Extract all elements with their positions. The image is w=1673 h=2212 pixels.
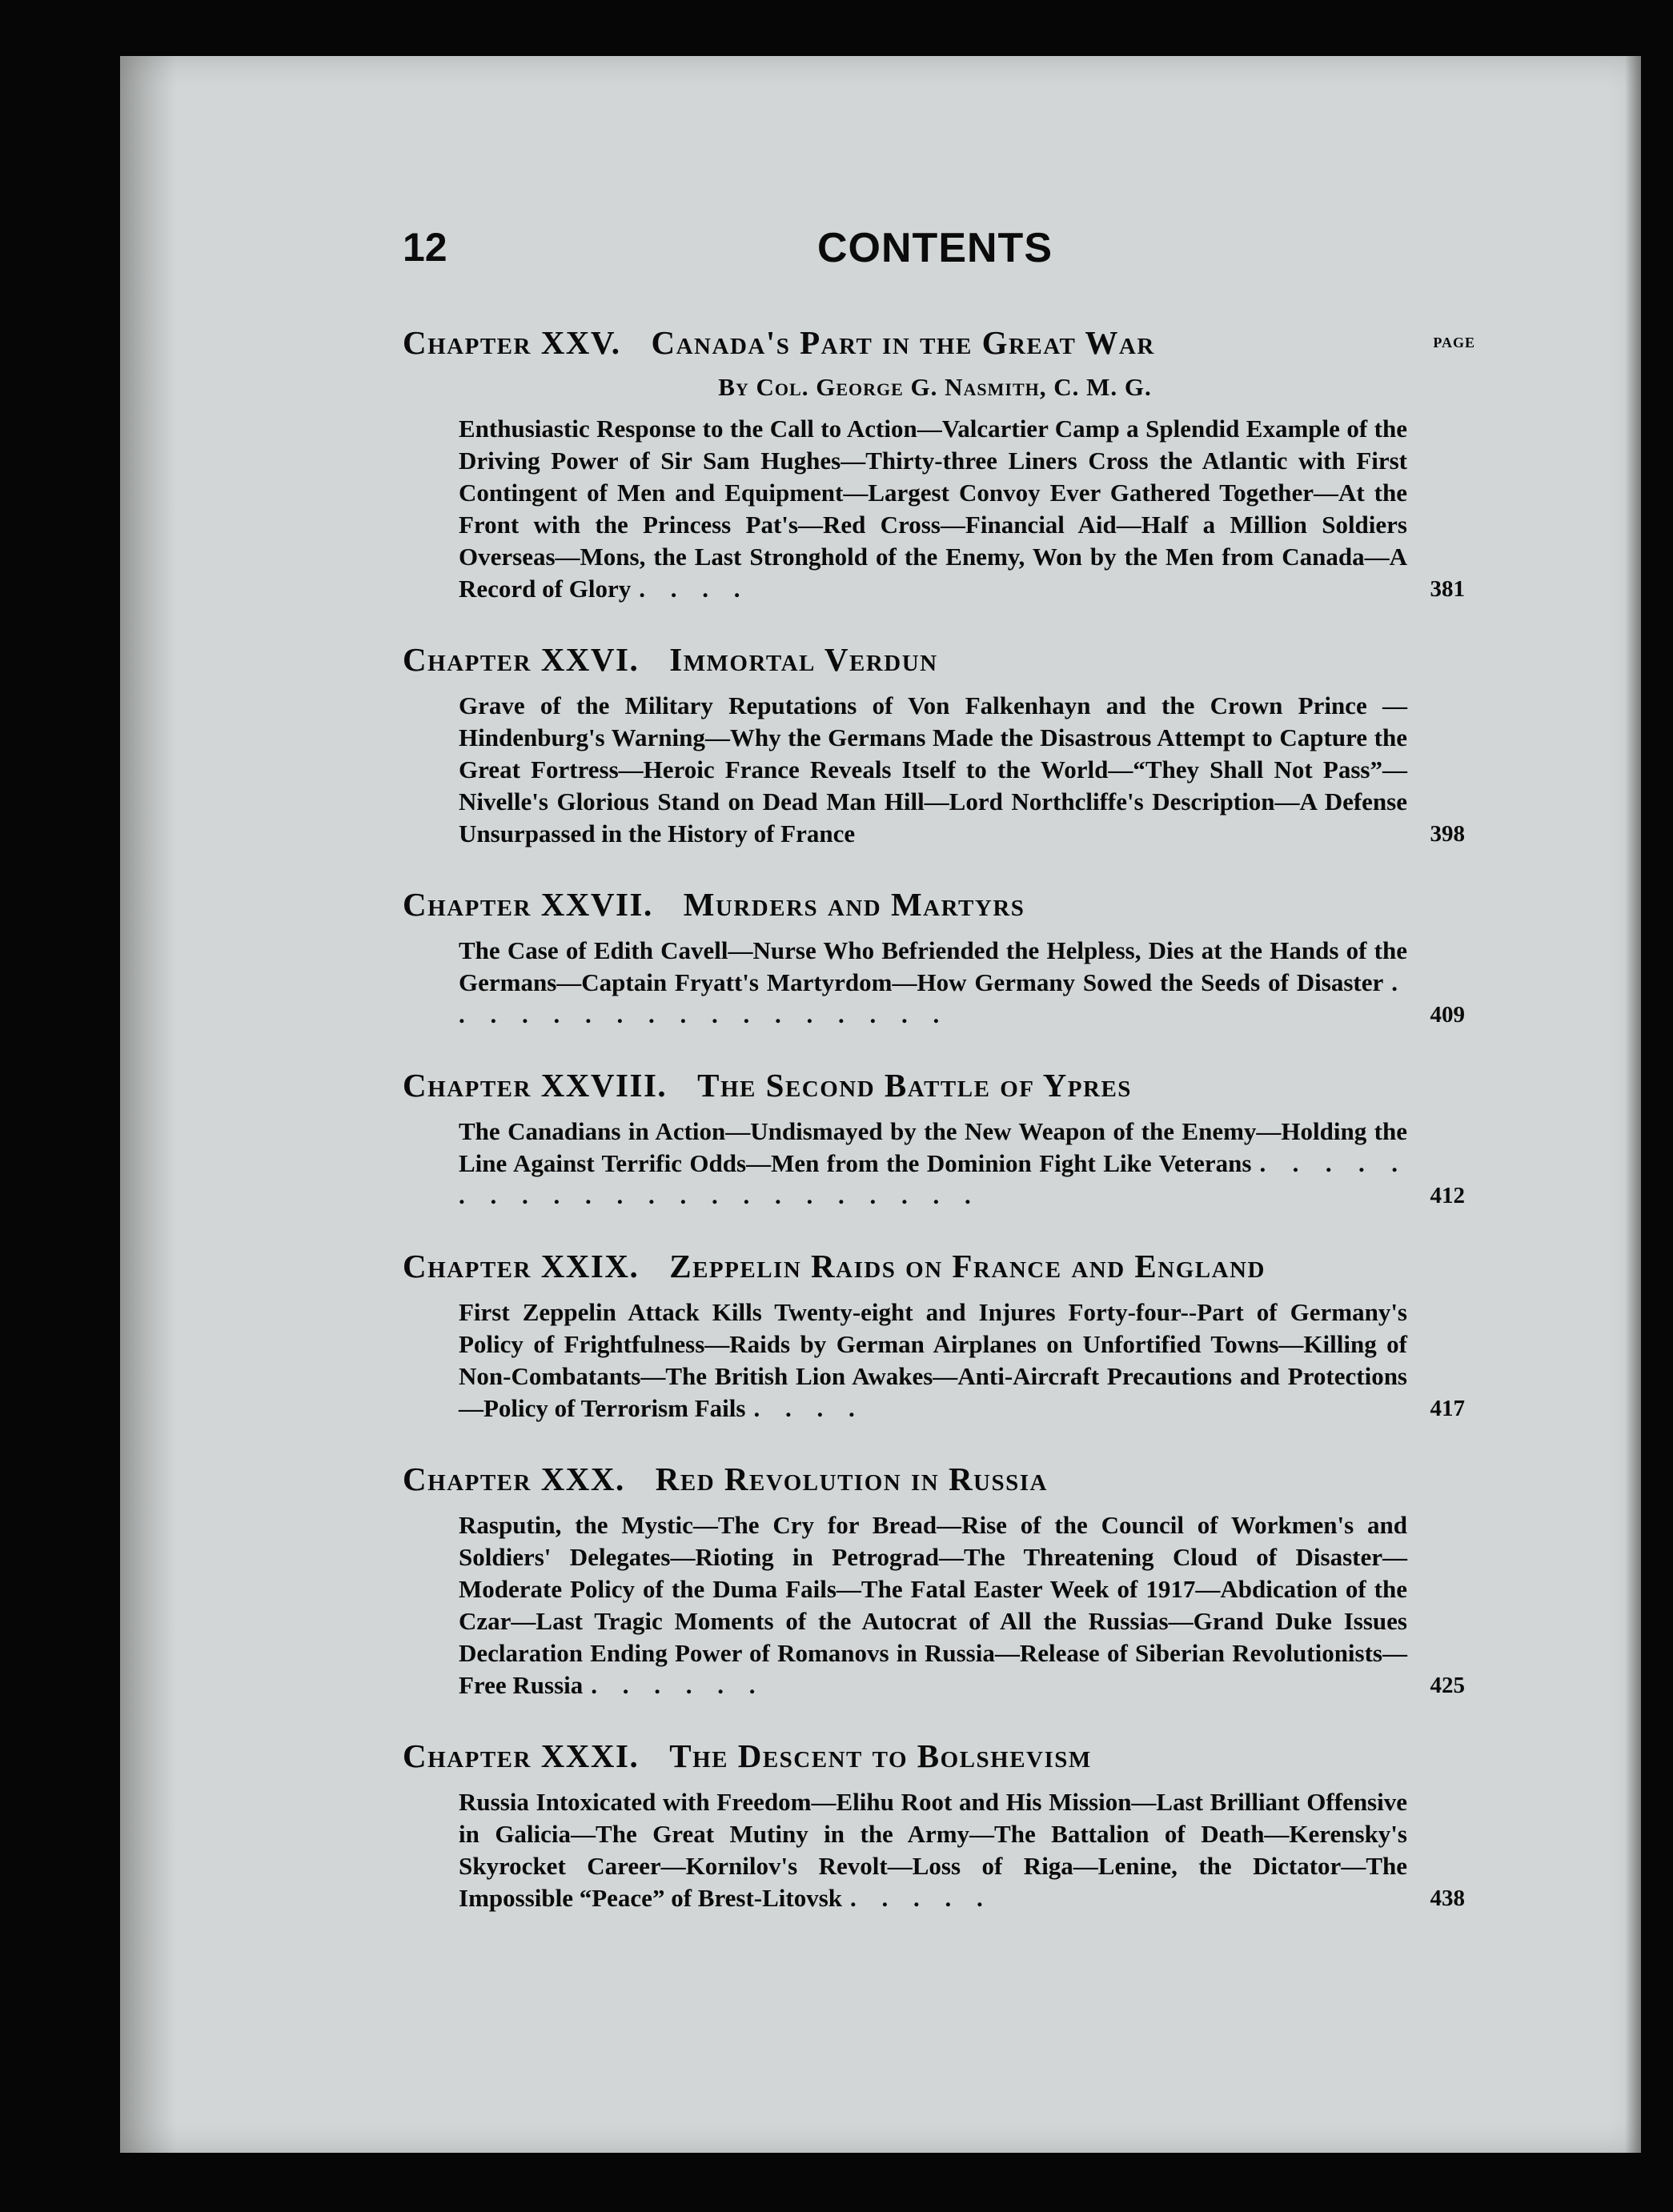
chapter-label: Chapter XXVII.	[403, 886, 653, 923]
dot-leader: . . . .	[753, 1394, 865, 1422]
chapter-page-number: 412	[1430, 1183, 1465, 1208]
chapter-label: Chapter XXXI.	[403, 1737, 640, 1774]
dot-leader: . . . . . . . . . . . . . . . . . . . . . .	[459, 1149, 1407, 1209]
dot-leader: . . . . . . . . . . . . . . . . .	[459, 968, 1407, 1028]
chapter-title: Canada's Part in the Great War	[651, 324, 1155, 361]
summary-text: Russia Intoxicated with Freedom—Elihu Root and His Mission—Last Brilliant Offensive in Galicia—The Great Mutiny in the Army—The Battalion of Death—Kerensky's Skyrocket Career—Kornilov's Revolt—Loss of Riga—Lenine, the Dictator—The Impossible “Peace” of Brest-Litovsk	[459, 1788, 1407, 1912]
chapter-byline: By Col. George G. Nasmith, C. M. G.	[718, 373, 1152, 401]
chapter-summary	[459, 1786, 1465, 1914]
page-gutter-shadow	[120, 56, 176, 2153]
chapter-entry-31	[403, 1737, 1467, 1914]
chapter-title: The Descent to Bolshevism	[669, 1737, 1092, 1774]
chapter-summary	[459, 1296, 1465, 1425]
chapter-heading	[403, 1460, 1467, 1498]
dot-leader: . . . .	[639, 575, 750, 603]
chapter-entry-28	[403, 1066, 1467, 1212]
chapter-summary	[459, 690, 1465, 850]
chapter-title: Zeppelin Raids on France and England	[669, 1248, 1266, 1284]
chapter-label: Chapter XXV.	[403, 324, 621, 361]
chapter-heading	[403, 1247, 1467, 1285]
chapter-label: Chapter XXIX.	[403, 1248, 640, 1284]
chapter-summary	[459, 1509, 1465, 1701]
summary-text: The Canadians in Action—Undismayed by the New Weapon of the Enemy—Holding the Line Against Terrific Odds—Men from the Dominion Fight Like Veterans	[459, 1117, 1407, 1177]
page-edge-shadow	[1625, 56, 1641, 2153]
chapter-title: Murders and Martyrs	[683, 886, 1025, 923]
chapter-heading	[403, 640, 1467, 679]
chapter-page-number: 417	[1430, 1396, 1465, 1421]
chapter-page-number: 438	[1430, 1885, 1465, 1911]
dot-leader: . . . . .	[850, 1884, 993, 1912]
chapter-page-number: 398	[1430, 821, 1465, 847]
chapter-heading	[403, 1737, 1467, 1775]
summary-text: First Zeppelin Attack Kills Twenty-eight and Injures Forty-four--Part of Germany's Policy of Frightfulness—Raids by German Airplanes on Unfortified Towns—Killing of Non-Combatants—The British Lion Awakes—Anti-Aircraft Precautions and Protections—Policy of Terrorism Fails	[459, 1298, 1407, 1422]
chapter-entry-27	[403, 885, 1467, 1031]
chapter-title: Immortal Verdun	[669, 641, 938, 678]
running-title: CONTENTS	[817, 225, 1053, 271]
chapter-entry-26	[403, 640, 1467, 850]
chapter-summary	[459, 935, 1465, 1031]
chapter-title: Red Revolution in Russia	[655, 1461, 1048, 1497]
chapter-heading	[403, 885, 1467, 924]
chapter-heading	[403, 323, 1475, 362]
page-number: 12	[403, 225, 447, 270]
chapter-label: Chapter XXVI.	[403, 641, 640, 678]
chapter-summary	[459, 413, 1465, 605]
page-header	[403, 224, 1467, 288]
dot-leader: . . . . . .	[591, 1671, 765, 1699]
chapter-title: The Second Battle of Ypres	[697, 1067, 1132, 1104]
contents-page	[403, 224, 1475, 1914]
chapter-heading	[403, 1066, 1467, 1104]
summary-text: Grave of the Military Reputations of Von Falkenhayn and the Crown Prince —Hindenburg's Warning—Why the Germans Made the Disastrous Attempt to Capture the Great Fortress—Heroic France Reveals Itself to the World—“They Shall Not Pass”—Nivelle's Glorious Stand on Dead Man Hill—Lord Northcliffe's Description—A Defense Unsurpassed in the History of France	[459, 691, 1407, 848]
chapter-summary	[459, 1116, 1465, 1212]
summary-text: Rasputin, the Mystic—The Cry for Bread—Rise of the Council of Workmen's and Soldiers' Delegates—Rioting in Petrograd—The Threatening Cloud of Disaster—Moderate Policy of the Duma Fails—The Fatal Easter Week of 1917—Abdication of the Czar—Last Tragic Moments of the Autocrat of All the Russias—Grand Duke Issues Declaration Ending Power of Romanovs in Russia—Release of Siberian Revolutionists—Free Russia	[459, 1511, 1407, 1699]
chapter-page-number: 409	[1430, 1002, 1465, 1028]
chapter-page-number: 425	[1430, 1673, 1465, 1698]
summary-text: The Case of Edith Cavell—Nurse Who Befriended the Helpless, Dies at the Hands of the Germans—Captain Fryatt's Martyrdom—How Germany Sowed the Seeds of Disaster	[459, 936, 1407, 996]
page-column-label: PAGE	[1433, 335, 1475, 351]
chapter-entry-29	[403, 1247, 1467, 1425]
chapter-label: Chapter XXX.	[403, 1461, 625, 1497]
chapter-entry-25	[403, 323, 1475, 605]
chapter-page-number: 381	[1430, 576, 1465, 602]
summary-text: Enthusiastic Response to the Call to Action—Valcartier Camp a Splendid Example of the Driving Power of Sir Sam Hughes—Thirty-three Liners Cross the Atlantic with First Contingent of Men and Equipment—Largest Convoy Ever Gathered Together—At the Front with the Princess Pat's—Red Cross—Financial Aid—Half a Million Soldiers Overseas—Mons, the Last Stronghold of the Enemy, Won by the Men from Canada—A Record of Glory	[459, 415, 1407, 603]
chapter-label: Chapter XXVIII.	[403, 1067, 668, 1104]
chapter-entry-30	[403, 1460, 1467, 1701]
